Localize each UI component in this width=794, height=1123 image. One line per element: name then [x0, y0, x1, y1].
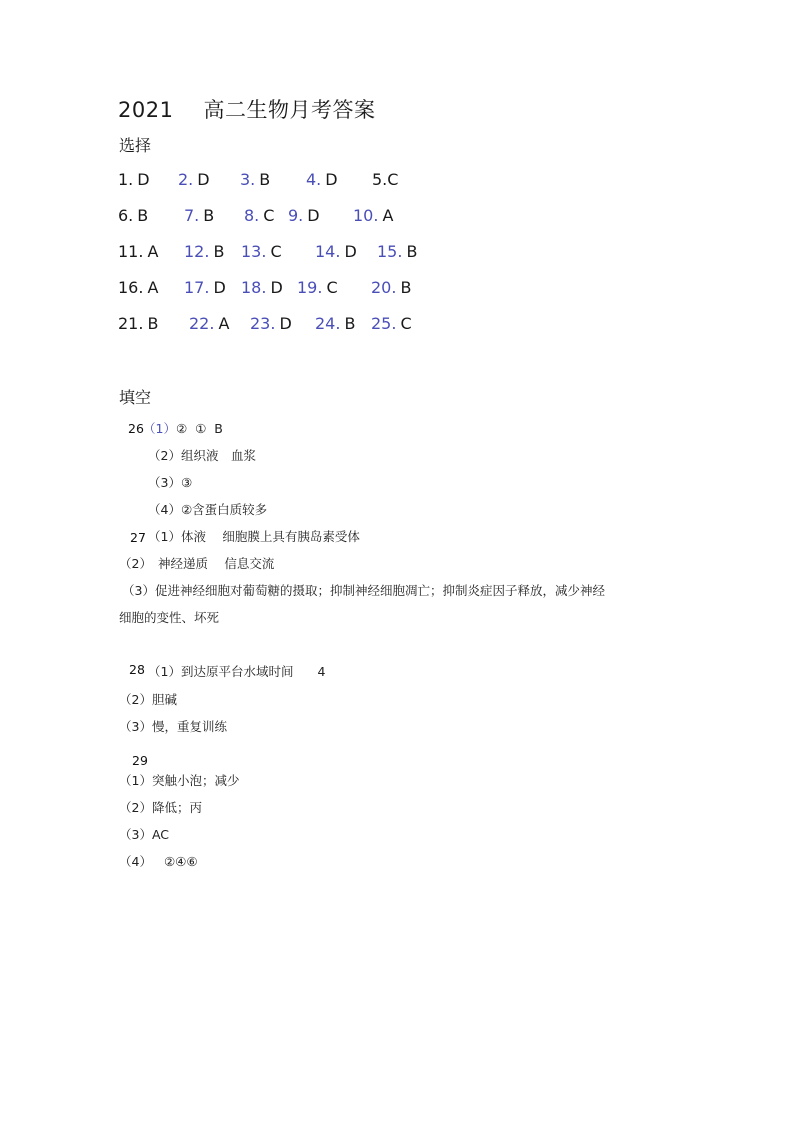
q29-p3-label: （3） [119, 827, 152, 842]
q28-p1-value: 4 [317, 664, 326, 679]
answer-letter: D [307, 206, 320, 225]
answer-item [297, 278, 338, 297]
answer-item [178, 170, 210, 189]
q27-part-3 [122, 581, 605, 599]
answer-item [184, 206, 214, 225]
answer-item [241, 278, 283, 297]
answer-number: 13. [241, 242, 267, 261]
answer-number: 25. [371, 314, 397, 333]
q26-p4-label: （4） [148, 502, 181, 517]
q27-p3-label: （3） [122, 583, 155, 598]
q28-p1-answer: 到达原平台水域时间 [180, 664, 294, 679]
q29-p1-answer: 突触小泡；减少 [151, 773, 240, 788]
q29-p3-answer: AC [151, 827, 170, 842]
answer-number: 8. [244, 206, 260, 225]
page-title [118, 94, 375, 124]
answer-item [184, 242, 224, 261]
answer-number: 19. [297, 278, 323, 297]
q29-p2-label: （2） [119, 800, 152, 815]
q26-p2-label: （2） [148, 448, 181, 463]
answer-item [184, 278, 226, 297]
answer-letter: B [147, 314, 159, 333]
answer-letter: B [259, 170, 271, 189]
answer-letter: D [213, 278, 226, 297]
q26-part-2 [148, 446, 256, 464]
q29-part-3 [119, 825, 169, 843]
answer-letter: B [213, 242, 225, 261]
answer-item [371, 278, 411, 297]
answer-number: 4. [306, 170, 322, 189]
answer-item [372, 170, 398, 189]
q28-part-1 [148, 662, 325, 680]
answer-number: 15. [377, 242, 403, 261]
answer-number: 22. [189, 314, 215, 333]
answer-item [288, 206, 320, 225]
q26-part-1 [143, 419, 225, 437]
answer-letter: D [137, 170, 150, 189]
answer-number: 17. [184, 278, 210, 297]
answer-item [315, 314, 355, 333]
answer-letter: C [326, 278, 338, 297]
q26-p3-label: （3） [148, 475, 181, 490]
answer-number: 5. [372, 170, 388, 189]
question-number-28: 28 [129, 662, 145, 677]
answer-letter: C [263, 206, 275, 225]
answer-number: 12. [184, 242, 210, 261]
q28-part-3 [119, 717, 227, 735]
q27-part-2 [119, 554, 274, 572]
answer-item [315, 242, 357, 261]
q29-p4-answer: ②④⑥ [163, 854, 198, 869]
q28-p3-label: （3） [119, 719, 152, 734]
q26-p1-answer: ② ① B [175, 421, 225, 436]
answer-number: 7. [184, 206, 200, 225]
title-text: 高二生物月考答案 [203, 98, 376, 122]
answer-letter: B [203, 206, 215, 225]
title-year: 2021 [118, 98, 174, 122]
answer-number: 21. [118, 314, 144, 333]
answer-letter: D [279, 314, 292, 333]
answer-letter: D [197, 170, 210, 189]
answer-letter: A [382, 206, 394, 225]
answer-item [250, 314, 292, 333]
q27-p1-label: （1） [148, 529, 181, 544]
q26-part-4 [148, 500, 267, 518]
q29-p4-label: （4） [119, 854, 152, 869]
q29-part-4 [119, 852, 198, 870]
answer-number: 24. [315, 314, 341, 333]
answer-letter: C [270, 242, 282, 261]
answer-item [118, 170, 150, 189]
q27-p3-answer-line2: 细胞的变性、坏死 [119, 610, 220, 625]
section-heading-fill: 填空 [119, 388, 152, 407]
answer-item [353, 206, 393, 225]
q28-part-2 [119, 690, 177, 708]
answer-number: 23. [250, 314, 276, 333]
q28-p2-answer: 胆碱 [151, 692, 177, 707]
section-heading-choice: 选择 [119, 136, 152, 155]
answer-letter: A [218, 314, 230, 333]
answer-number: 2. [178, 170, 194, 189]
answer-item [118, 278, 158, 297]
answer-letter: B [400, 278, 412, 297]
answer-number: 6. [118, 206, 134, 225]
answer-item [189, 314, 229, 333]
q29-p2-answer: 降低；丙 [151, 800, 202, 815]
answer-item [241, 242, 282, 261]
answer-number: 18. [241, 278, 267, 297]
answer-letter: B [344, 314, 356, 333]
answer-number: 3. [240, 170, 256, 189]
answer-item [371, 314, 412, 333]
answer-item [118, 206, 148, 225]
answer-item [240, 170, 270, 189]
q29-part-1 [119, 771, 239, 789]
q28-p2-label: （2） [119, 692, 152, 707]
answer-letter: B [137, 206, 149, 225]
answer-number: 16. [118, 278, 144, 297]
answer-letter: C [387, 170, 399, 189]
q27-p1-answer: 体液 细胞膜上具有胰岛素受体 [180, 529, 360, 544]
q28-p3-answer: 慢，重复训练 [151, 719, 227, 734]
answer-letter: B [406, 242, 418, 261]
q27-part-1 [148, 527, 360, 545]
q27-p3-answer-line1: 促进神经细胞对葡萄糖的摄取；抑制神经细胞凋亡；抑制炎症因子释放，减少神经 [154, 583, 605, 598]
q29-p1-label: （1） [119, 773, 152, 788]
answer-letter: D [270, 278, 283, 297]
answer-number: 14. [315, 242, 341, 261]
answer-letter: C [400, 314, 412, 333]
q27-p2-answer: 神经递质 信息交流 [157, 556, 275, 571]
question-number-27: 27 [130, 530, 146, 545]
q26-p1-label: （1） [143, 421, 176, 436]
answer-letter: D [325, 170, 338, 189]
question-number-29: 29 [132, 753, 148, 768]
answer-letter: D [344, 242, 357, 261]
answer-letter: A [147, 278, 159, 297]
answer-letter: A [147, 242, 159, 261]
answer-number: 9. [288, 206, 304, 225]
q29-part-2 [119, 798, 202, 816]
answer-item [306, 170, 338, 189]
q27-p2-label: （2） [119, 556, 152, 571]
answer-item [118, 242, 158, 261]
answer-number: 11. [118, 242, 144, 261]
answer-item [377, 242, 417, 261]
q26-p3-answer: ③ [180, 475, 193, 490]
answer-number: 1. [118, 170, 134, 189]
q26-part-3 [148, 473, 192, 491]
q26-p4-answer: ②含蛋白质较多 [180, 502, 268, 517]
q26-p2-answer: 组织液 血浆 [180, 448, 256, 463]
question-number-26: 26 [128, 421, 144, 436]
answer-item [244, 206, 274, 225]
q28-p1-label: （1） [148, 664, 181, 679]
answer-item [118, 314, 158, 333]
answer-number: 20. [371, 278, 397, 297]
answer-number: 10. [353, 206, 379, 225]
